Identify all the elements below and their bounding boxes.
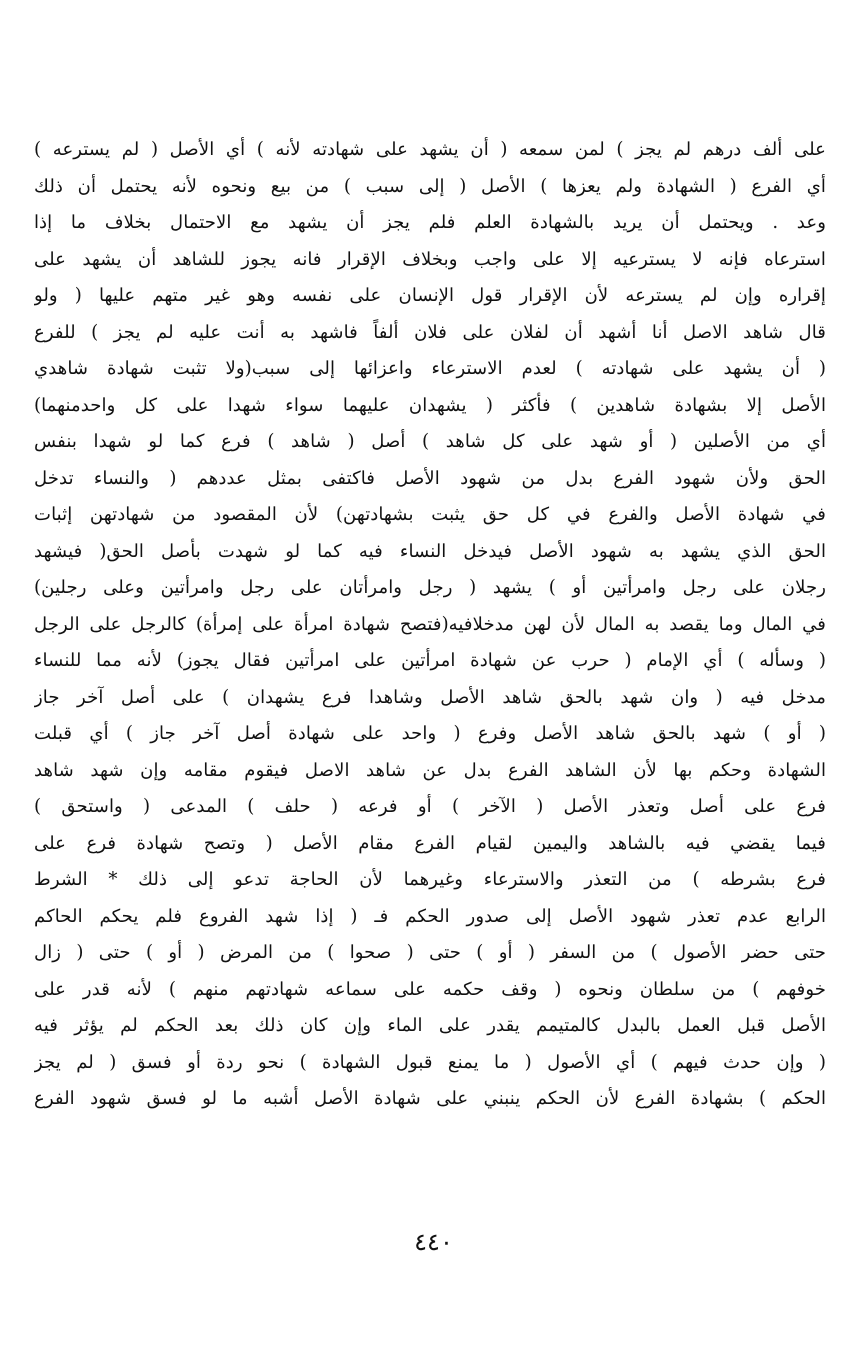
text-line: الأصل قبل العمل بالبدل كالمتيمم يقدر على الماء وإن كان ذلك بعد الحكم لم يؤثر فيه (34, 1015, 826, 1036)
text-line: الحق الذي يشهد به شهود الأصل فيدخل النساء فيه كما لو شهدت بأصل الحق( فيشهد (34, 540, 826, 562)
text-line: أي الفرع ( الشهادة ولم يعزها ) الأصل ( إلى سبب ) من بيع ونحوه لأنه يحتمل أن ذلك (34, 175, 826, 197)
text-line: في شهادة الأصل والفرع في كل حق يثبت بشهادتهن) لأن المقصود من شهادتهن إثبات (34, 504, 826, 525)
text-line: الحكم ) بشهادة الفرع لأن الحكم ينبني على شهادة الأصل أشبه ما لو فسق شهود الفرع (34, 1088, 826, 1109)
text-line: إقراره وإن لم يسترعه لأن الإقرار قول الإنسان على نفسه وهو غير متهم عليها ( ولو (34, 285, 826, 306)
text-line: فرع بشرطه ) من التعذر والاسترعاء وغيرهما لأن الحاجة تدعو إلى ذلك * الشرط (34, 869, 826, 890)
text-line: الحق ولأن شهود الفرع بدل من شهود الأصل فاكتفى بمثل عددهم ( والنساء تدخل (34, 467, 826, 489)
text-line: قال شاهد الاصل أنا أشهد أن لفلان على فلان ألفاً فاشهد به أنت عليه لم يجز ) للفرع (34, 321, 826, 343)
text-line: الشهادة وحكم بها لأن الشاهد الفرع بدل عن شاهد الاصل فيقوم مقامه وإن شهد شاهد (34, 759, 826, 781)
text-line: ( أو ) شهد بالحق شاهد الأصل وفرع ( واحد على شهادة أصل آخر جاز ) أي قبلت (34, 723, 826, 744)
text-line: ( وإن حدث فيهم ) أي الأصول ( ما يمنع قبول الشهادة ) نحو ردة أو فسق ( لم يجز (34, 1051, 826, 1073)
body-text (34, 132, 826, 1118)
page-number: ٤٤٠ (414, 1228, 453, 1256)
text-line: مدخل فيه ( وان شهد بالحق شاهد الأصل وشاهدا فرع يشهدان ) على أصل آخر جاز (34, 686, 826, 708)
text-line: أي من الأصلين ( أو شهد على كل شاهد ) أصل ( شاهد ) فرع كما لو شهدا بنفس (34, 431, 826, 452)
text-line: في المال وما يقصد به المال لأن لهن مدخلافيه(فتصح شهادة امرأة على إمرأة) كالرجل على الرجل (34, 613, 826, 635)
text-line: على ألف درهم لم يجز ) لمن سمعه ( أن يشهد على شهادته لأنه ) أي الأصل ( لم يسترعه ) (34, 139, 826, 160)
text-line: وعد . ويحتمل أن يريد بالشهادة العلم فلم يجز أن يشهد مع الاحتمال بخلاف ما إذا (34, 212, 826, 233)
text-line: فرع على أصل وتعذر الأصل ( الآخر ) أو فرعه ( حلف ) المدعى ( واستحق ) (34, 796, 826, 817)
text-line: حتى حضر الأصول ) من السفر ( أو ) حتى ( صحوا ) من المرض ( أو ) حتى ( زال (34, 942, 826, 963)
text-line: رجلان على رجل وامرأتين أو ) يشهد ( رجل وامرأتان على رجل وامرأتين وعلى رجلين) (34, 577, 826, 598)
text-line: ( أن يشهد على شهادته ) لعدم الاسترعاء واعزائها إلى سبب(ولا تثبت شهادة شاهدي (34, 358, 826, 379)
text-line: ( وسأله ) أي الإمام ( حرب عن شهادة امرأتين على امرأتين فقال يجوز) لأنه مما للنساء (34, 650, 826, 671)
text-line: الرابع عدم تعذر شهود الأصل إلى صدور الحكم فـ ( إذا شهد الفروع فلم يحكم الحاكم (34, 905, 826, 927)
text-line: فيما يقضي فيه بالشاهد واليمين لقيام الفرع مقام الأصل ( وتصح شهادة فرع على (34, 832, 826, 854)
text-line: خوفهم ) من سلطان ونحوه ( وقف حكمه على سماعه شهادتهم منهم ) لأنه قدر على (34, 978, 826, 1000)
text-line: الأصل إلا بشهادة شاهدين ) فأكثر ( يشهدان عليهما سواء شهدا على كل واحدمنهما) (34, 394, 826, 416)
text-line: استرعاه فإنه لا يسترعيه إلا على واجب وبخلاف الإقرار فانه يجوز للشاهد أن يشهد على (34, 248, 826, 270)
